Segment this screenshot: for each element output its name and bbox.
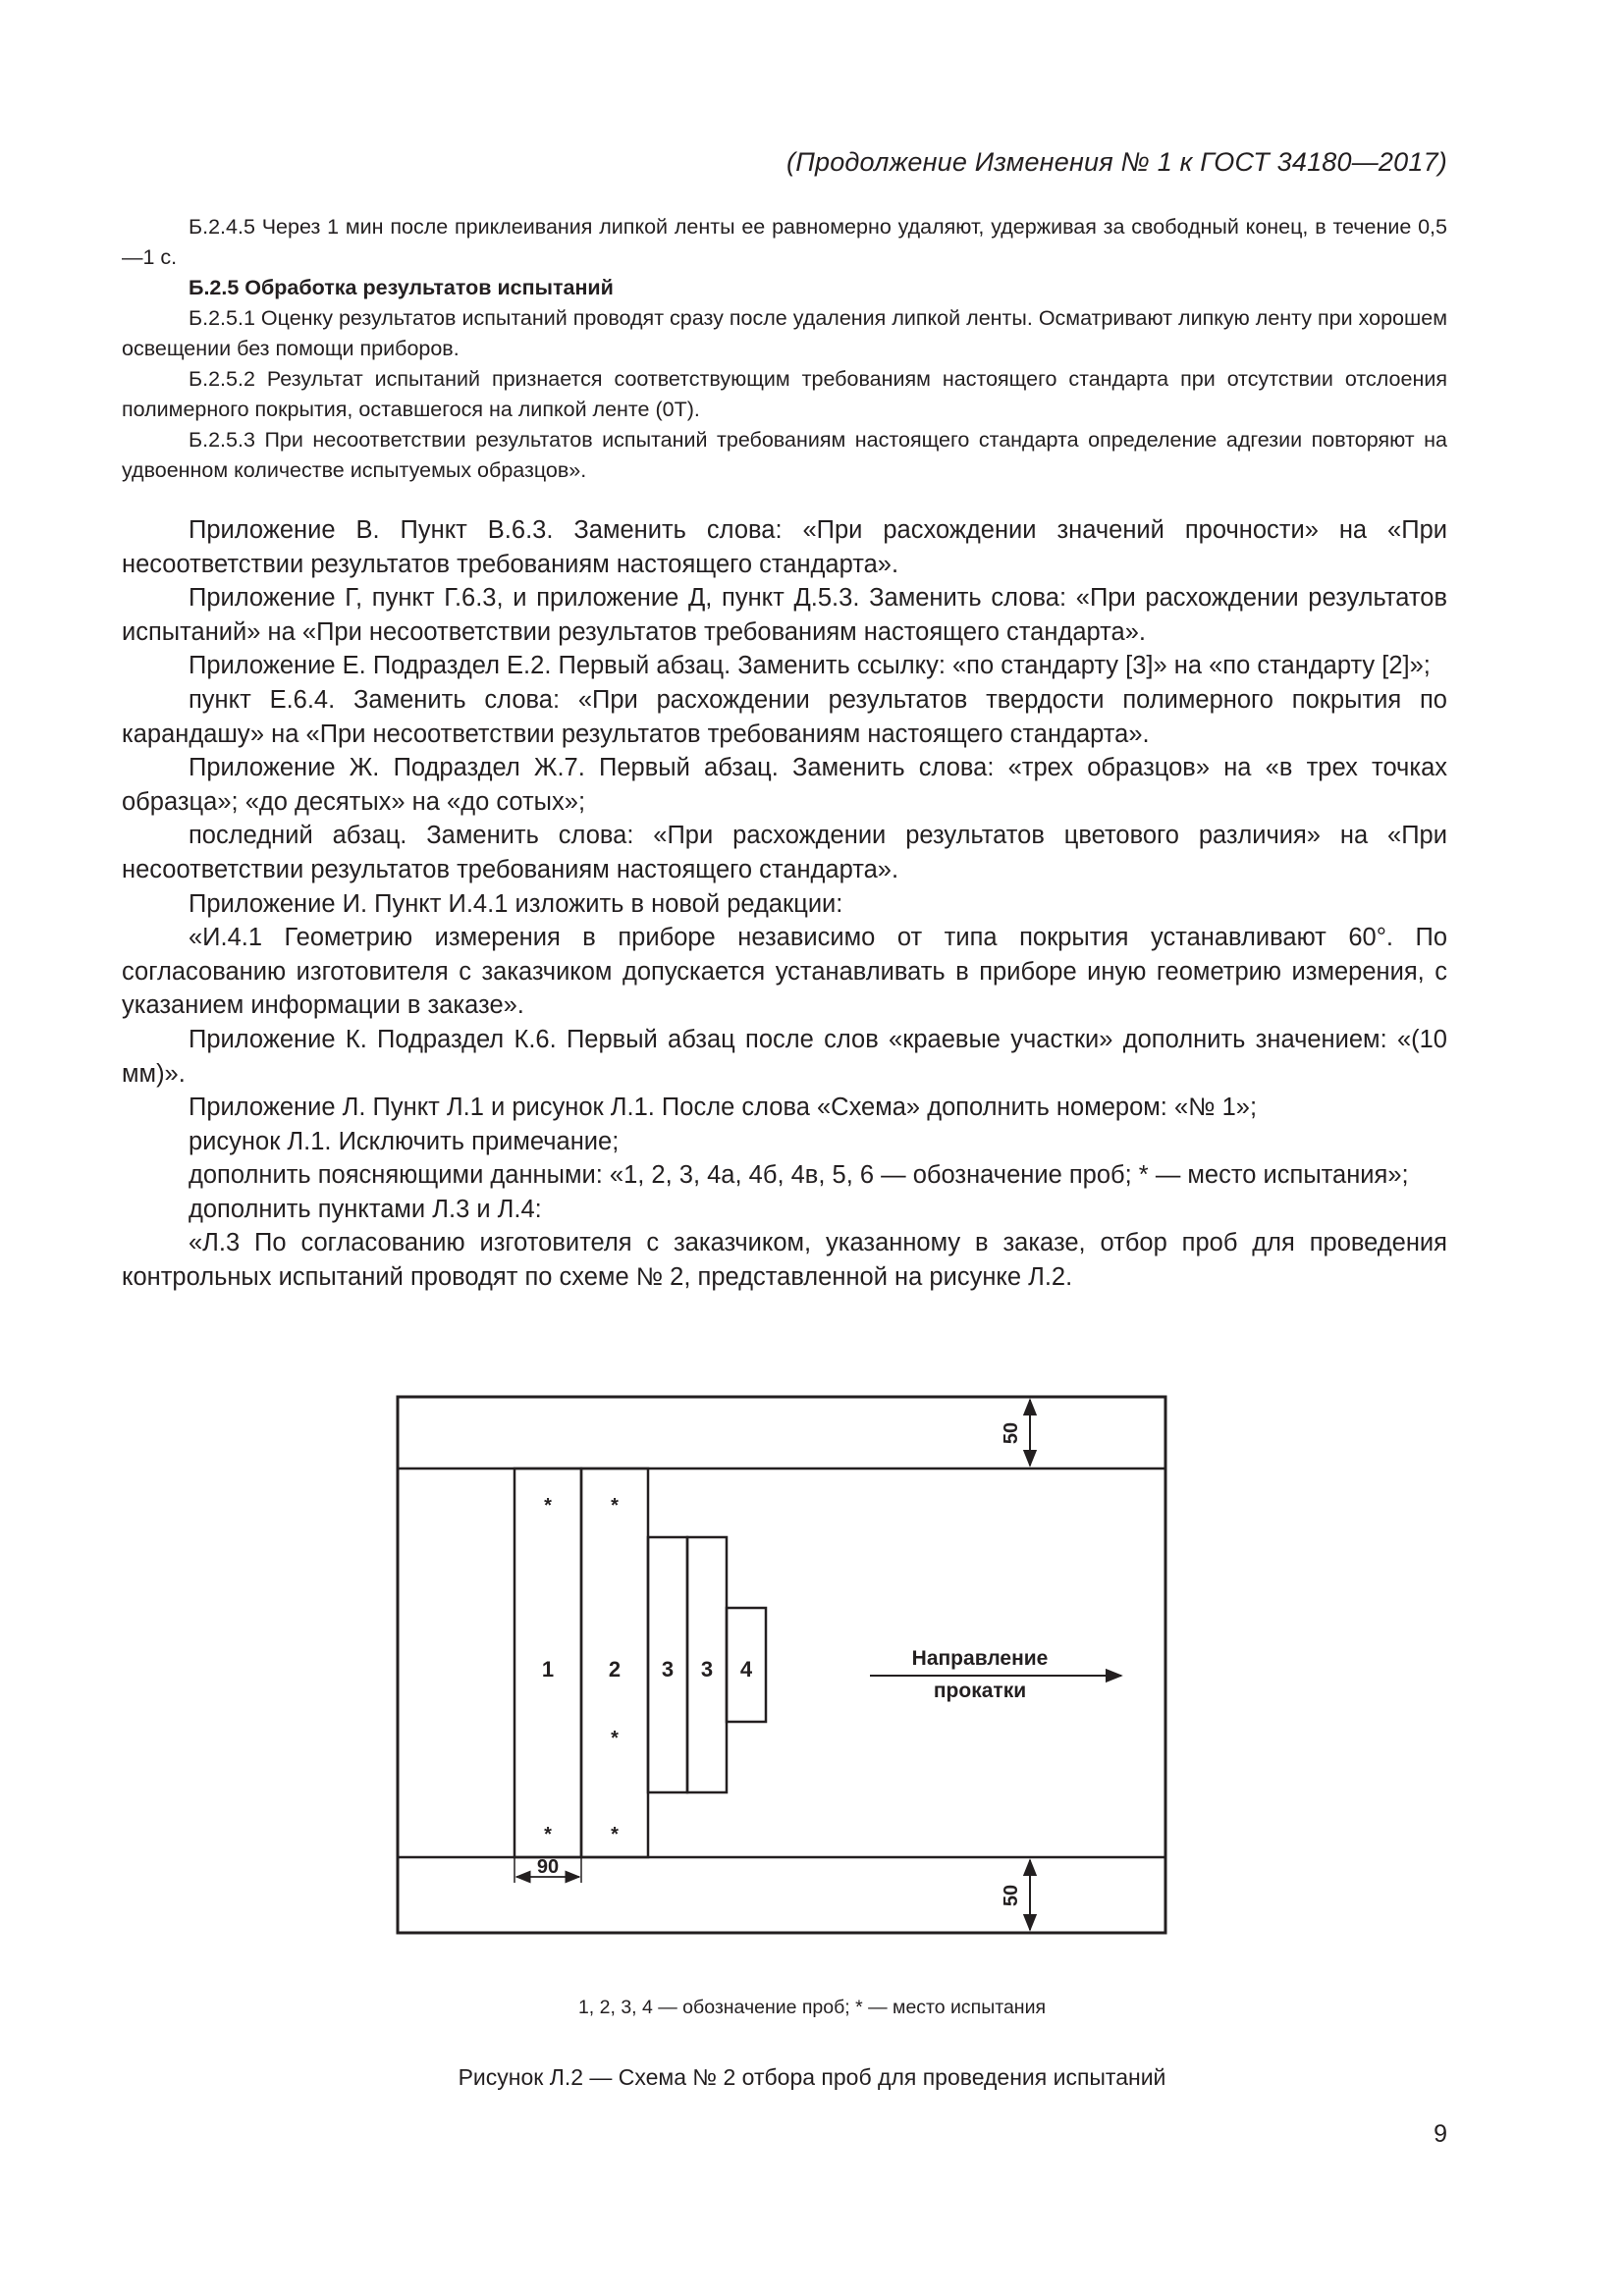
figure-legend: 1, 2, 3, 4 — обозначение проб; * — место испытания: [577, 1997, 1047, 2018]
paragraph-figure-l1: рисунок Л.1. Исключить примечание;: [189, 1127, 620, 1155]
paragraph-annex-k: Приложение К. Подраздел К.6. Первый абзац после слов «краевые участки» дополнить значением: «(10 мм)».: [122, 1025, 1447, 1088]
paragraph-b252: Б.2.5.2 Результат испытаний признается соответствующим требованиям настоящего стандарта при отсутствии отслоения полимерного покрытия, оставшегося на липкой ленте (0Т).: [122, 367, 1447, 421]
amendment-text: [122, 513, 1447, 1295]
running-header: (Продолжение Изменения № 1 к ГОСТ 34180—2017): [786, 147, 1447, 177]
rolling-direction-label-1: Направление: [911, 1647, 1049, 1670]
paragraph-b251: Б.2.5.1 Оценку результатов испытаний проводят сразу после удаления липкой ленты. Осматривают липкую ленту при хорошем освещении без помощи приборов.: [122, 306, 1447, 360]
sheet-outline: [398, 1397, 1165, 1933]
test-point-marker: *: [611, 1495, 619, 1517]
test-point-marker: *: [544, 1495, 552, 1517]
paragraph-last-abzac: последний абзац. Заменить слова: «При расхождении результатов цветового различия» на «При несоответствии результатов требованиям настоящего стандарта».: [122, 822, 1447, 883]
paragraph-explanatory-data: дополнить поясняющими данными: «1, 2, 3, 4а, 4б, 4в, 5, 6 — обозначение проб; * — место испытания»;: [189, 1161, 1409, 1190]
paragraph-l3: «Л.3 По согласованию изготовителя с заказчиком, указанному в заказе, отбор проб для проведения контрольных испытаний проводят по схеме № 2, представленной на рисунке Л.2.: [122, 1229, 1447, 1292]
test-point-marker: *: [611, 1824, 619, 1845]
dim-top-label: 50: [1001, 1421, 1022, 1445]
test-point-marker: *: [611, 1728, 619, 1749]
paragraph-e64: пункт Е.6.4. Заменить слова: «При расхождении результатов твердости полимерного покрытия по карандашу» на «При несоответствии результатов требованиям настоящего стандарта».: [122, 685, 1447, 748]
heading-b25: Б.2.5 Обработка результатов испытаний: [189, 276, 614, 299]
sample-label-4: 4: [739, 1657, 753, 1682]
test-point-marker: *: [544, 1824, 552, 1845]
rolling-direction-label-2: прокатки: [933, 1680, 1027, 1702]
paragraph-annex-e: Приложение Е. Подраздел Е.2. Первый абзац. Заменить ссылку: «по стандарту [3]» на «по стандарту [2]»;: [189, 652, 1431, 680]
paragraph-b253: Б.2.5.3 При несоответствии результатов испытаний требованиям настоящего стандарта определение адгезии повторяют на удвоенном количестве испытуемых образцов».: [122, 428, 1447, 482]
sampling-scheme-diagram: [395, 1394, 1168, 1936]
sample-label-2: 2: [608, 1657, 622, 1682]
paragraph-annex-i: Приложение И. Пункт И.4.1 изложить в новой редакции:: [189, 889, 843, 918]
paragraph-annex-v: Приложение В. Пункт В.6.3. Заменить слова: «При расхождении значений прочности» на «При несоответствии результатов требованиям настоящего стандарта».: [122, 516, 1447, 578]
sampling-scheme-figure: [395, 1394, 1168, 1936]
paragraph-i41: «И.4.1 Геометрию измерения в приборе независимо от типа покрытия устанавливают 60°. По согласованию изготовителя с заказчиком допускается устанавливать в приборе иную геометрию измерения, с указанием информации в заказе».: [122, 924, 1447, 1020]
paragraph-add-items: дополнить пунктами Л.3 и Л.4:: [189, 1195, 542, 1223]
sample-label-1: 1: [541, 1657, 555, 1682]
page-number: 9: [1434, 2120, 1447, 2148]
paragraph-annex-zh: Приложение Ж. Подраздел Ж.7. Первый абзац. Заменить слова: «трех образцов» на «в трех точках образца»; «до десятых» на «до сотых»;: [122, 754, 1447, 816]
dim-bottom-label: 50: [1001, 1884, 1022, 1907]
figure-caption: Рисунок Л.2 — Схема № 2 отбора проб для проведения испытаний: [458, 2064, 1166, 2090]
paragraph-annex-g-d: Приложение Г, пункт Г.6.3, и приложение Д, пункт Д.5.3. Заменить слова: «При расхождении результатов испытаний» на «При несоответствии результатов требованиям настоящего стандарта».: [122, 584, 1447, 646]
paragraph-annex-l: Приложение Л. Пункт Л.1 и рисунок Л.1. После слова «Схема» дополнить номером: «№ 1»;: [189, 1094, 1258, 1122]
section-b25-text: [122, 212, 1447, 486]
paragraph-b245: Б.2.4.5 Через 1 мин после приклеивания липкой ленты ее равномерно удаляют, удерживая за свободный конец, в течение 0,5—1 с.: [122, 215, 1447, 269]
dim-width-label: 90: [536, 1856, 560, 1878]
sample-label-3b: 3: [700, 1657, 714, 1682]
sample-label-3a: 3: [661, 1657, 675, 1682]
